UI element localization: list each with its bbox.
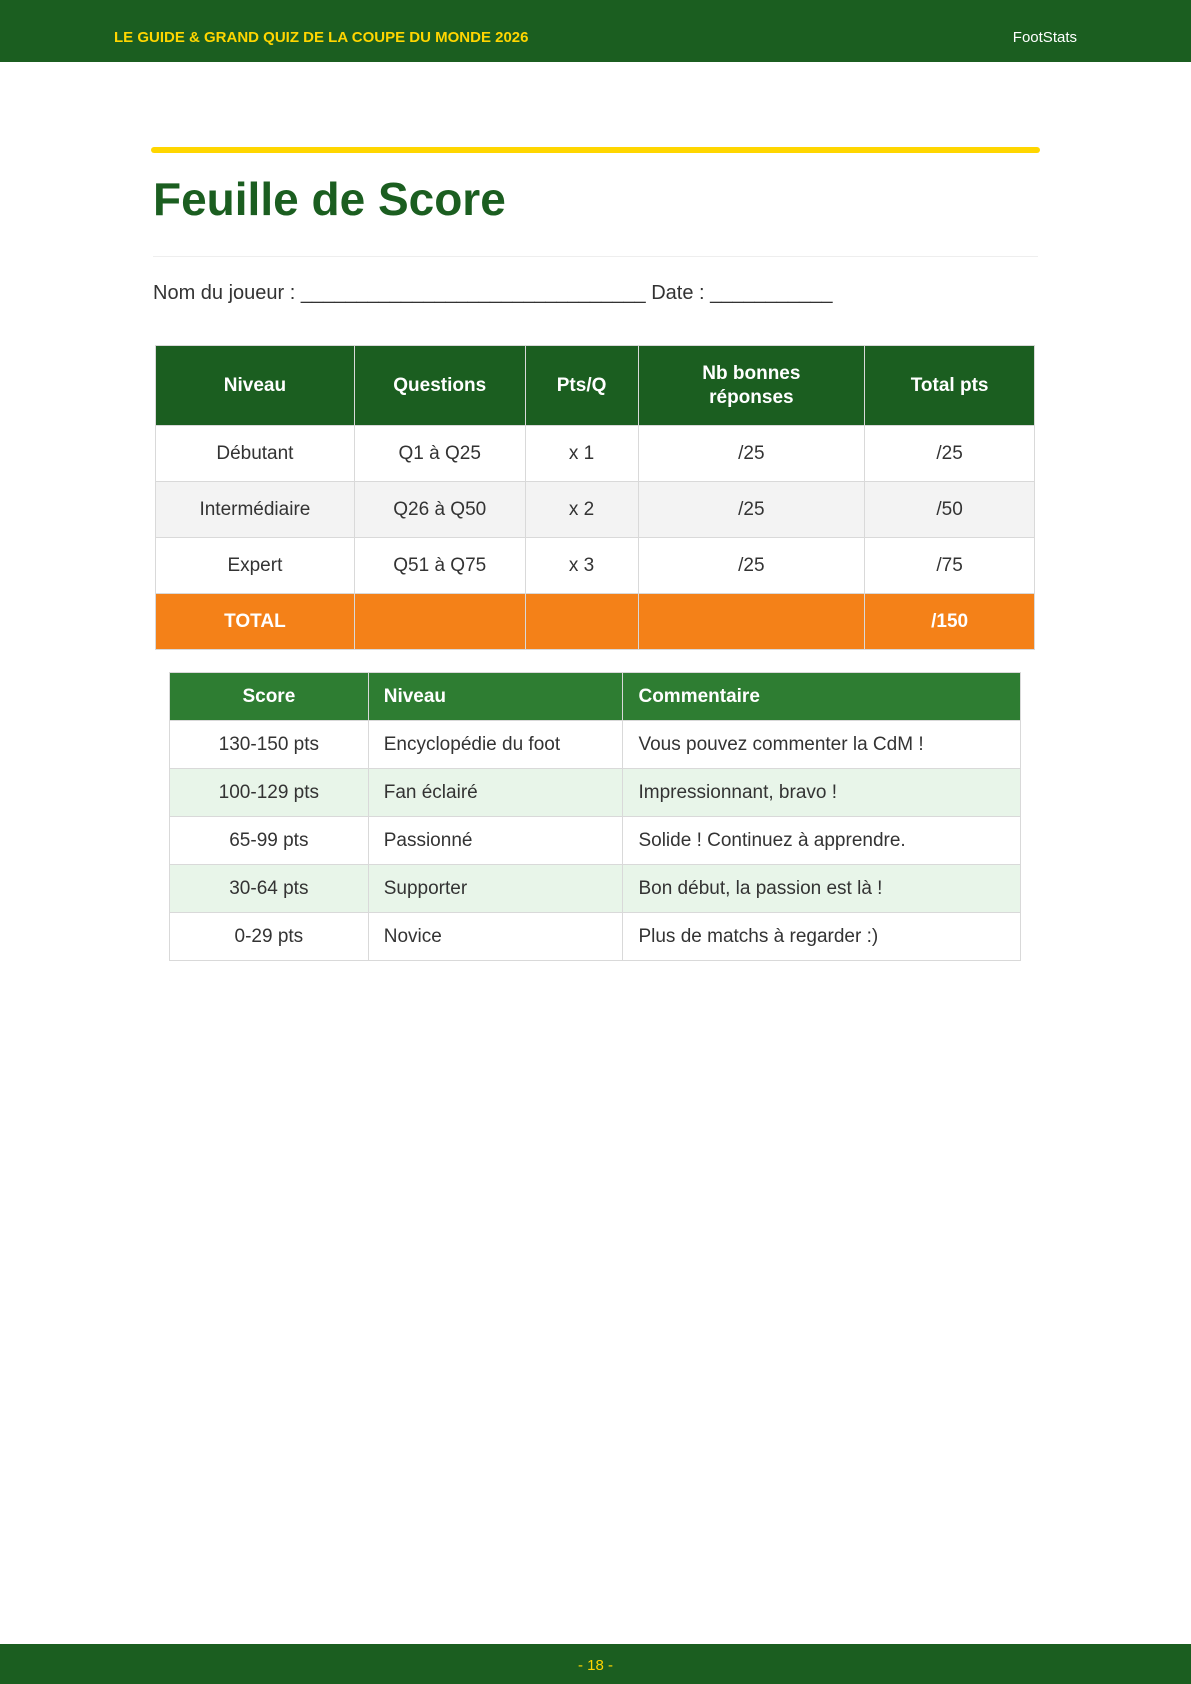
table-cell: Encyclopédie du foot xyxy=(368,721,623,769)
level-table-header-row xyxy=(170,673,1021,721)
score-header-pts-per-question: Pts/Q xyxy=(525,346,638,426)
table-cell: 65-99 pts xyxy=(170,817,369,865)
table-cell: Q51 à Q75 xyxy=(354,538,525,594)
total-value: /150 xyxy=(865,594,1035,650)
table-cell: Intermédiaire xyxy=(156,482,355,538)
score-header-total-pts: Total pts xyxy=(865,346,1035,426)
page-number: - 18 - xyxy=(577,1657,613,1674)
table-cell: Bon début, la passion est là ! xyxy=(623,865,1021,913)
table-cell xyxy=(638,594,865,650)
table-cell: /25 xyxy=(638,538,865,594)
player-name-date-line: Nom du joueur : _______________________________ Date : ___________ xyxy=(153,282,833,304)
header-brand: FootStats xyxy=(1012,29,1077,46)
total-row xyxy=(156,594,1035,650)
table-cell: Solide ! Continuez à apprendre. xyxy=(623,817,1021,865)
table-row xyxy=(156,426,1035,482)
table-row xyxy=(170,913,1021,961)
score-table xyxy=(155,345,1035,650)
table-row xyxy=(170,721,1021,769)
level-header-commentaire: Commentaire xyxy=(623,673,1021,721)
table-cell: Q26 à Q50 xyxy=(354,482,525,538)
page-header xyxy=(0,0,1191,62)
level-header-niveau: Niveau xyxy=(368,673,623,721)
table-row xyxy=(156,538,1035,594)
table-cell: x 3 xyxy=(525,538,638,594)
title-accent-bar xyxy=(151,147,1040,153)
table-cell xyxy=(354,594,525,650)
table-cell: Plus de matchs à regarder :) xyxy=(623,913,1021,961)
level-table xyxy=(169,672,1021,961)
total-label: TOTAL xyxy=(156,594,355,650)
table-cell: Novice xyxy=(368,913,623,961)
table-cell: /25 xyxy=(638,482,865,538)
table-cell: /25 xyxy=(638,426,865,482)
table-cell: 130-150 pts xyxy=(170,721,369,769)
table-cell: 0-29 pts xyxy=(170,913,369,961)
score-header-correct-answers: Nb bonnes réponses xyxy=(638,346,865,426)
score-header-niveau: Niveau xyxy=(156,346,355,426)
table-row xyxy=(170,817,1021,865)
table-cell: Supporter xyxy=(368,865,623,913)
page-footer xyxy=(0,1644,1191,1684)
score-table-header-row xyxy=(156,346,1035,426)
header-title: LE GUIDE & GRAND QUIZ DE LA COUPE DU MONDE 2026 xyxy=(114,29,529,46)
table-cell: x 2 xyxy=(525,482,638,538)
table-cell: Impressionnant, bravo ! xyxy=(623,769,1021,817)
score-header-questions: Questions xyxy=(354,346,525,426)
table-cell: /25 xyxy=(865,426,1035,482)
table-cell: /75 xyxy=(865,538,1035,594)
table-cell: /50 xyxy=(865,482,1035,538)
table-cell: Passionné xyxy=(368,817,623,865)
page-title: Feuille de Score xyxy=(153,173,506,225)
table-cell: Fan éclairé xyxy=(368,769,623,817)
table-cell xyxy=(525,594,638,650)
table-row xyxy=(156,482,1035,538)
table-row xyxy=(170,769,1021,817)
table-cell: Expert xyxy=(156,538,355,594)
table-cell: Q1 à Q25 xyxy=(354,426,525,482)
table-cell: Vous pouvez commenter la CdM ! xyxy=(623,721,1021,769)
table-cell: Débutant xyxy=(156,426,355,482)
title-divider xyxy=(153,256,1038,257)
level-header-score: Score xyxy=(170,673,369,721)
table-cell: x 1 xyxy=(525,426,638,482)
table-row xyxy=(170,865,1021,913)
table-cell: 30-64 pts xyxy=(170,865,369,913)
table-cell: 100-129 pts xyxy=(170,769,369,817)
